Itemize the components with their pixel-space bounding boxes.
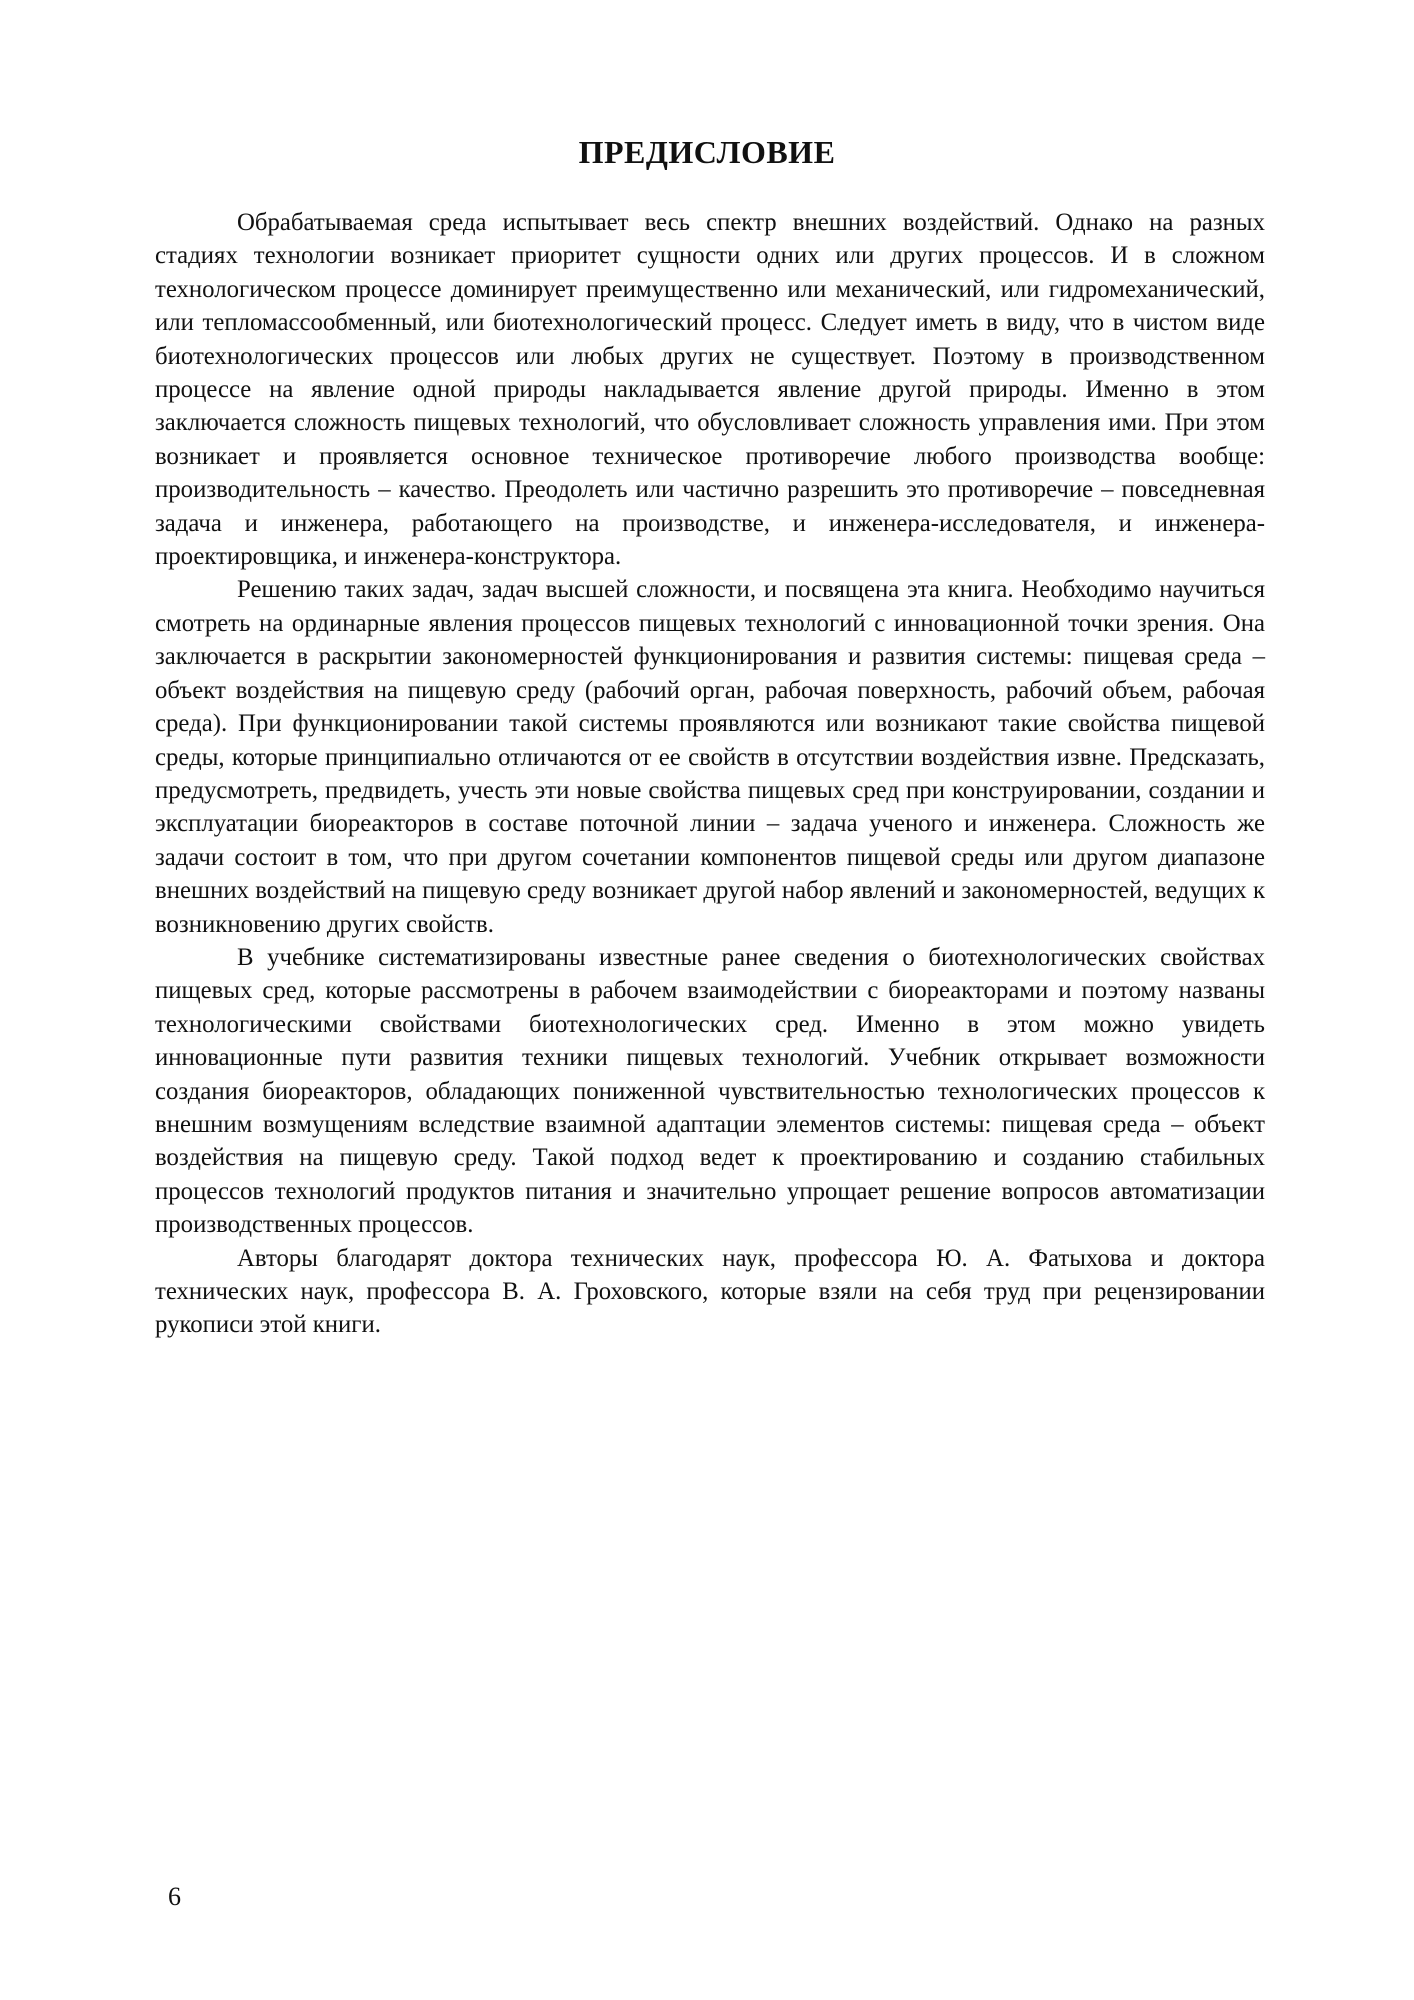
page-title: ПРЕДИСЛОВИЕ (578, 134, 836, 170)
page-number: 6 (168, 1882, 181, 1911)
paragraph-1: Обрабатываемая среда испытывает весь спектр внешних воздействий. Однако на разных стадиях технологии возникает приоритет сущности одних или других процессов. И в сложном технологическом процессе доминирует преимущественно или механический, или гидромеханический, или тепломассообменный, или биотехнологический процесс. Следует иметь в виду, что в чистом виде биотехнологических процессов или любых других не существует. Поэтому в производственном процессе на явление одной природы накладывается явление другой природы. Именно в этом заключается сложность пищевых технологий, что обусловливает сложность управления ими. При этом возникает и проявляется основное техническое противоречие любого производства вообще: производительность – качество. Преодолеть или частично разрешить это противоречие – повседневная задача и инженера, работающего на производстве, и инженера-исследователя, и инженера-проектировщика, и инженера-конструктора. (155, 209, 1265, 571)
preface-body (155, 206, 1265, 1342)
paragraph-3: В учебнике систематизированы известные ранее сведения о биотехнологических свойствах пищевых сред, которые рассмотрены в рабочем взаимодействии с биореакторами и поэтому названы технологическими свойствами биотехнологических сред. Именно в этом можно увидеть инновационные пути развития техники пищевых технологий. Учебник открывает возможности создания биореакторов, обладающих пониженной чувствительностью технологических процессов к внешним возмущениям вследствие взаимной адаптации элементов системы: пищевая среда – объект воздействия на пищевую среду. Такой подход ведет к проектированию и созданию стабильных процессов технологий продуктов питания и значительно упрощает решение вопросов автоматизации производственных процессов. (155, 943, 1265, 1239)
paragraph-4: Авторы благодарят доктора технических наук, профессора Ю. А. Фатыхова и доктора технических наук, профессора В. А. Гроховского, которые взяли на себя труд при рецензировании рукописи этой книги. (155, 1244, 1265, 1339)
paragraph-2: Решению таких задач, задач высшей сложности, и посвящена эта книга. Необходимо научиться смотреть на ординарные явления процессов пищевых технологий с инновационной точки зрения. Она заключается в раскрытии закономерностей функционирования и развития системы: пищевая среда – объект воздействия на пищевую среду (рабочий орган, рабочая поверхность, рабочий объем, рабочая среда). При функционировании такой системы проявляются или возникают такие свойства пищевой среды, которые принципиально отличаются от ее свойств в отсутствии воздействия извне. Предсказать, предусмотреть, предвидеть, учесть эти новые свойства пищевых сред при конструировании, создании и эксплуатации биореакторов в составе поточной линии – задача ученого и инженера. Сложность же задачи состоит в том, что при другом сочетании компонентов пищевой среды или другом диапазоне внешних воздействий на пищевую среду возникает другой набор явлений и закономерностей, ведущих к возникновению других свойств. (155, 576, 1265, 938)
